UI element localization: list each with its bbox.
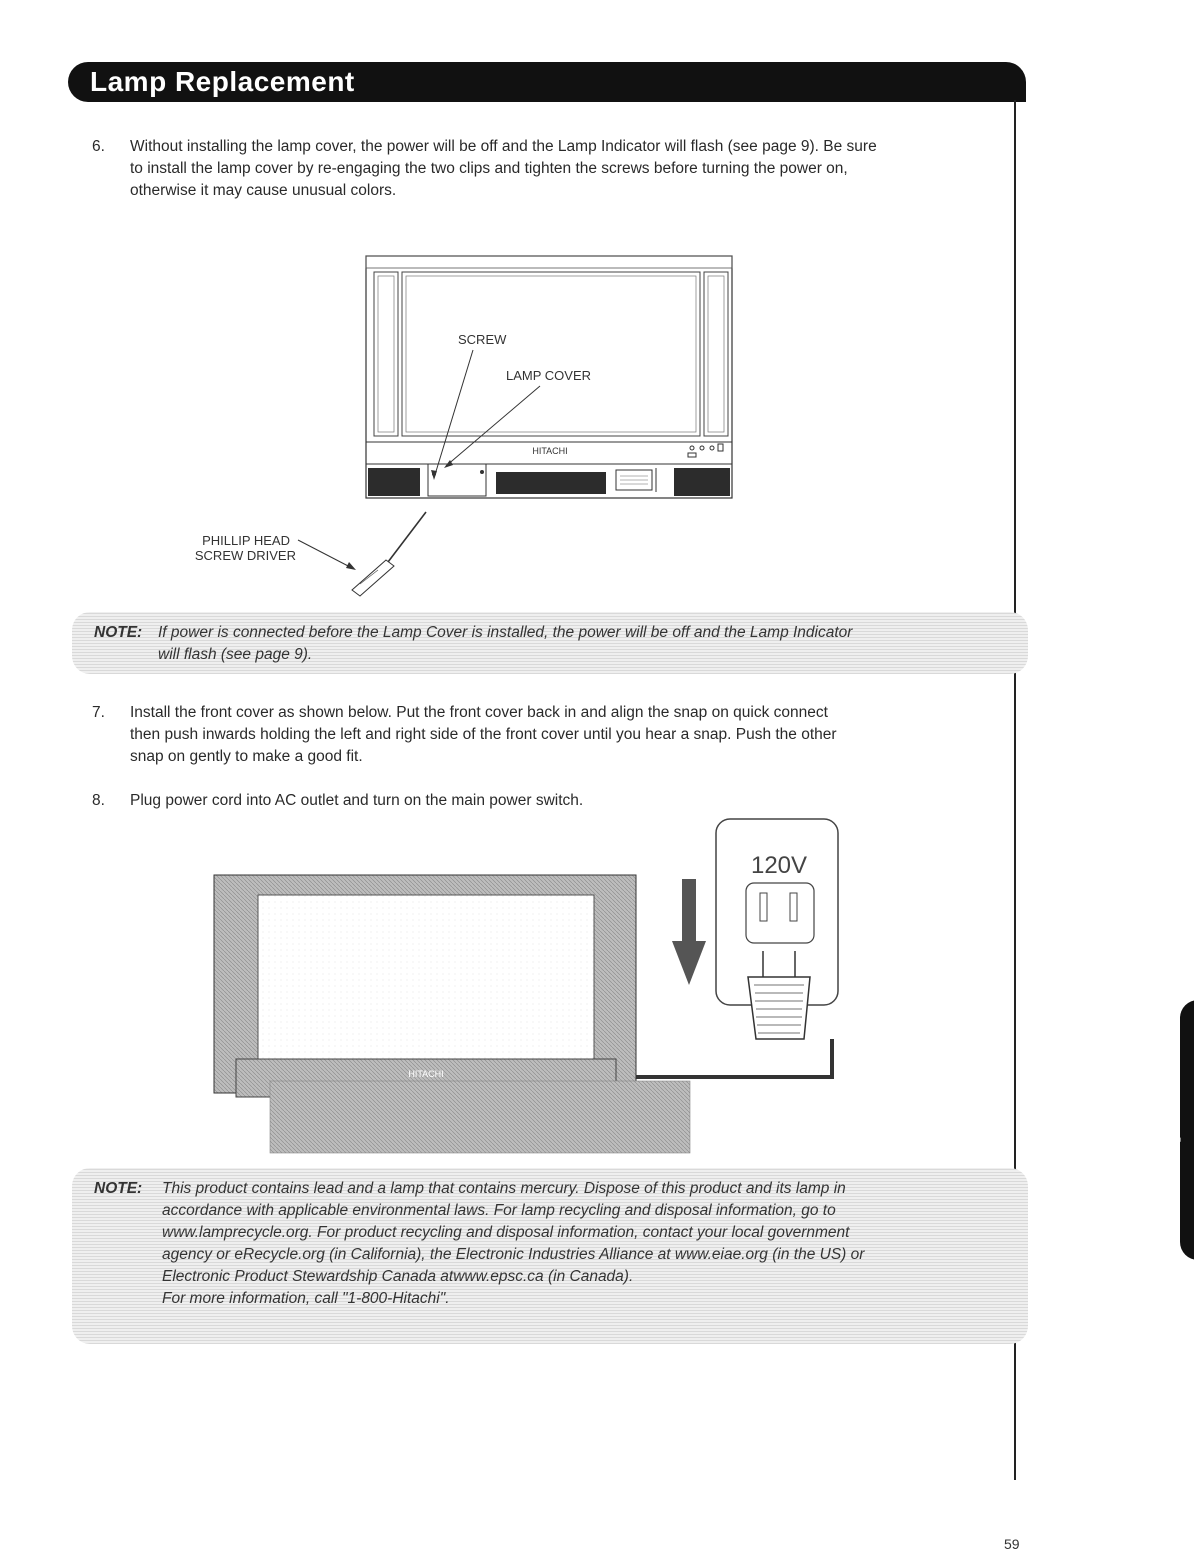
note-line: For more information, call "1-800-Hitachi". [162,1290,450,1307]
note-power-lamp-cover [72,612,1028,674]
step-line: then push inwards holding the left and right side of the front cover until you hear a snap. Push the other [130,726,837,743]
lamp-cover-diagram [160,250,760,610]
voltage-label: 120V [750,852,808,879]
step-7 [92,702,992,772]
step-line: to install the lamp cover by re-engaging the two clips and tighten the screws before turning the power on, [130,160,848,177]
note-line: agency or eRecycle.org (in California), the Electronic Industries Alliance at www.eiae.org (in the US) or [162,1246,865,1263]
step-6 [92,136,992,206]
page-title: Lamp Replacement [90,66,355,97]
screw-label: SCREW [458,332,507,347]
step-number: 7. [92,704,105,721]
lamp-cover-label: LAMP COVER [506,368,592,383]
note-line: will flash (see page 9). [158,646,313,663]
screwdriver-label-line1: PHILLIP HEAD [202,533,290,548]
tv-brand-logo: HITACHI [532,446,568,456]
step-8 [92,790,992,814]
note-mercury-disposal [72,1168,1028,1344]
screwdriver-icon [352,512,426,596]
step-line: Install the front cover as shown below. Put the front cover back in and align the snap on quick connect [130,704,828,721]
note-label: NOTE: [94,624,143,641]
note-line: www.lamprecycle.org. For product recycling and disposal information, contact your local government [162,1224,850,1241]
down-arrow-icon [672,879,706,985]
tv-brand-logo: HITACHI [408,1069,444,1079]
step-number: 8. [92,792,105,809]
page-number: 59 [1004,1536,1020,1552]
step-number: 6. [92,138,105,155]
note-line: Electronic Product Stewardship Canada atwww.epsc.ca (in Canada). [162,1268,634,1285]
step-text [130,790,583,812]
screwdriver-label-line2: SCREW DRIVER [194,548,296,563]
note-line: If power is connected before the Lamp Cover is installed, the power will be off and the Lamp Indicator [158,624,853,641]
note-label: NOTE: [94,1180,143,1197]
step-text [130,136,877,202]
note-line: accordance with applicable environmental laws. For lamp recycling and disposal information, go to [162,1202,836,1219]
note-line: This product contains lead and a lamp that contains mercury. Dispose of this product and its lamp in [162,1180,846,1197]
step-text [130,702,837,768]
power-plug-diagram [200,815,860,1165]
note-body [158,622,998,666]
step-line: snap on gently to make a good fit. [130,748,363,765]
step-line: Plug power cord into AC outlet and turn on the main power switch. [130,792,584,809]
step-line: Without installing the lamp cover, the power will be off and the Lamp Indicator will flash (see page 9). Be sure [130,138,877,155]
section-side-tab-label: Lamp Replacement [1152,990,1185,1266]
note-body [162,1178,998,1310]
step-line: otherwise it may cause unusual colors. [130,182,397,199]
